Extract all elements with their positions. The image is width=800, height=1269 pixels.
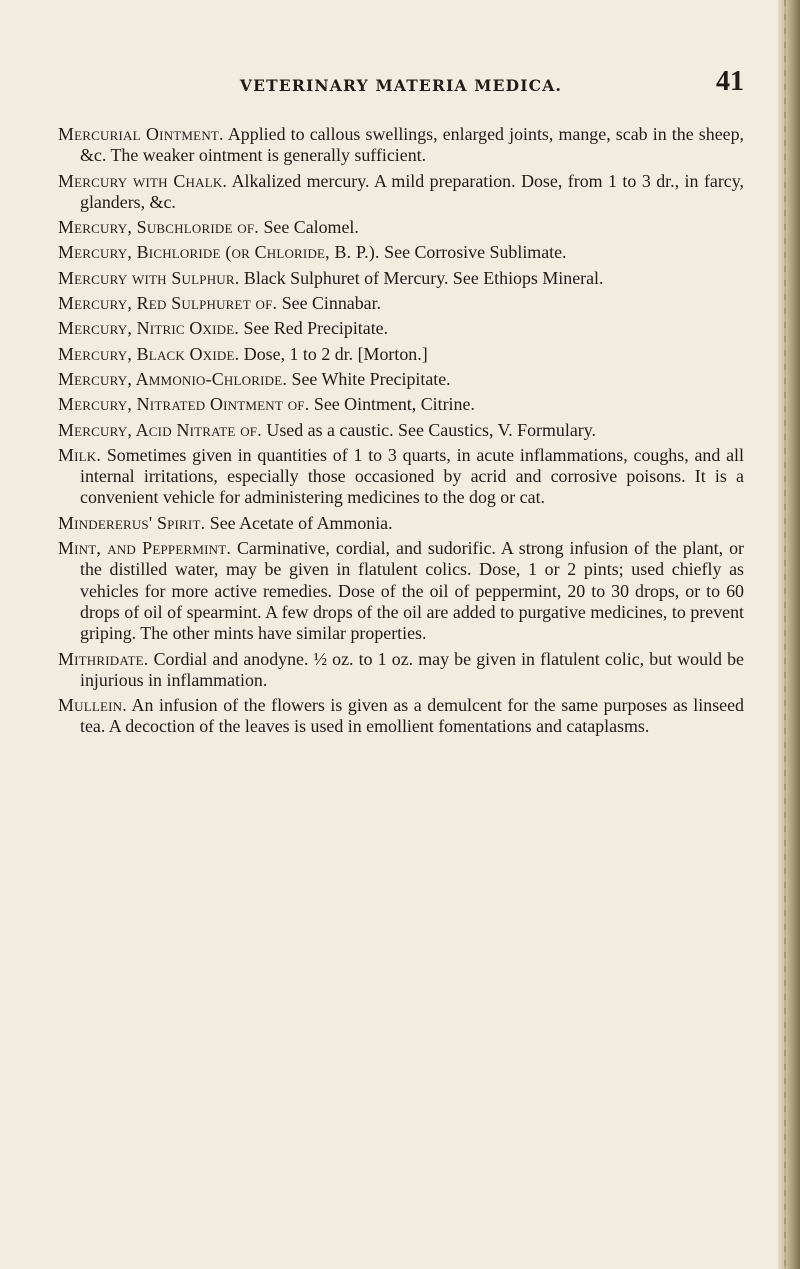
page-header [58, 66, 744, 110]
entry-term: Mercurial Ointment. [58, 124, 224, 144]
running-title: VETERINARY MATERIA MEDICA. [239, 76, 563, 95]
entry-term: Milk. [58, 444, 102, 465]
entry-text: An infusion of the flowers is given as a demulcent for the same purposes as linseed tea. A decoction of the leaves is used in emollient fomentations and cataplasms. [80, 695, 744, 737]
entry-text: See Calomel. [263, 217, 359, 238]
entry-mercury-subchloride [58, 217, 744, 238]
entry-mindererus-spirit [58, 513, 744, 534]
entry-mint-and-peppermint [58, 538, 744, 644]
page-number: 41 [716, 66, 744, 97]
entry-term: Mercury, Nitric Oxide. [58, 318, 240, 339]
entry-term: Mindererus' Spirit. [58, 512, 206, 533]
entry-term: Mercury, Acid Nitrate of. [58, 419, 262, 440]
entry-term: Mercury with Chalk. [58, 170, 228, 191]
entry-term: Mercury, Nitrated Ointment of. [58, 394, 310, 415]
entry-text: Dose, 1 to 2 dr. [Morton.] [243, 343, 428, 364]
entry-text: See Acetate of Ammonia. [209, 512, 393, 533]
entry-milk [58, 445, 744, 509]
entry-text: Cordial and anodyne. ½ oz. to 1 oz. may be given in flatulent colic, but would be injurious in inflammation. [80, 648, 744, 690]
entry-mercury-red-sulphuret [58, 293, 744, 314]
entry-term: Mercury, Red Sulphuret of. [58, 293, 278, 314]
entry-text: Applied to callous swellings, enlarged joints, mange, scab in the sheep, &c. The weaker ointment is generally sufficient. [80, 124, 744, 166]
entry-term: Mercury, Bichloride (or Chloride, B. P.). [58, 242, 380, 263]
entry-mullein [58, 695, 744, 738]
entry-text: See Corrosive Sublimate. [384, 242, 567, 263]
entry-text: See Cinnabar. [281, 293, 382, 314]
entries-list [58, 124, 744, 742]
entry-text: Sometimes given in quantities of 1 to 3 quarts, in acute inflammations, coughs, and all internal irritations, especially those occasioned by acrid and corrosive poisons. It is a convenient vehicle for administering medicines to the dog or cat. [80, 444, 744, 508]
entry-text: Carminative, cordial, and sudorific. A strong infusion of the plant, or the distilled water, may be given in flatulent colics. Dose, 1 or 2 pints; used chiefly as vehicles for more active remedies. Dose of the oil of peppermint, 20 to 30 drops, or to 60 drops of oil of spearmint. A few drops of the oil are added to purgative medicines, to prevent griping. The other mints have similar properties. [80, 538, 744, 644]
entry-text: Alkalized mercury. A mild preparation. Dose, from 1 to 3 dr., in farcy, glanders, &c. [80, 170, 744, 212]
entry-mercury-with-sulphur [58, 268, 744, 289]
entry-mercury-bichloride [58, 242, 744, 263]
entry-mithridate [58, 649, 744, 692]
entry-text: See Red Precipitate. [243, 318, 389, 339]
entry-text: See White Precipitate. [291, 368, 451, 389]
entry-term: Mercury with Sulphur. [58, 267, 240, 288]
entry-term: Mercury, Subchloride of. [58, 217, 259, 238]
entry-mercury-black-oxide [58, 344, 744, 365]
entry-mercury-nitrated-ointment [58, 394, 744, 415]
entry-term: Mercury, Ammonio-Chloride. [58, 368, 288, 389]
entry-term: Mithridate. [58, 648, 149, 669]
book-page-edge [778, 0, 800, 1269]
entry-term: Mint, and Peppermint. [58, 538, 232, 559]
entry-text: Used as a caustic. See Caustics, V. Formulary. [266, 419, 597, 440]
entry-mercury-ammonio-chloride [58, 369, 744, 390]
entry-mercury-nitric-oxide [58, 318, 744, 339]
entry-term: Mullein. [58, 695, 127, 716]
entry-mercury-with-chalk [58, 171, 744, 214]
entry-text: See Ointment, Citrine. [313, 394, 475, 415]
entry-text: Black Sulphuret of Mercury. See Ethiops Mineral. [243, 267, 604, 288]
entry-mercurial-ointment [58, 124, 744, 167]
entry-term: Mercury, Black Oxide. [58, 343, 240, 364]
entry-mercury-acid-nitrate [58, 420, 744, 441]
